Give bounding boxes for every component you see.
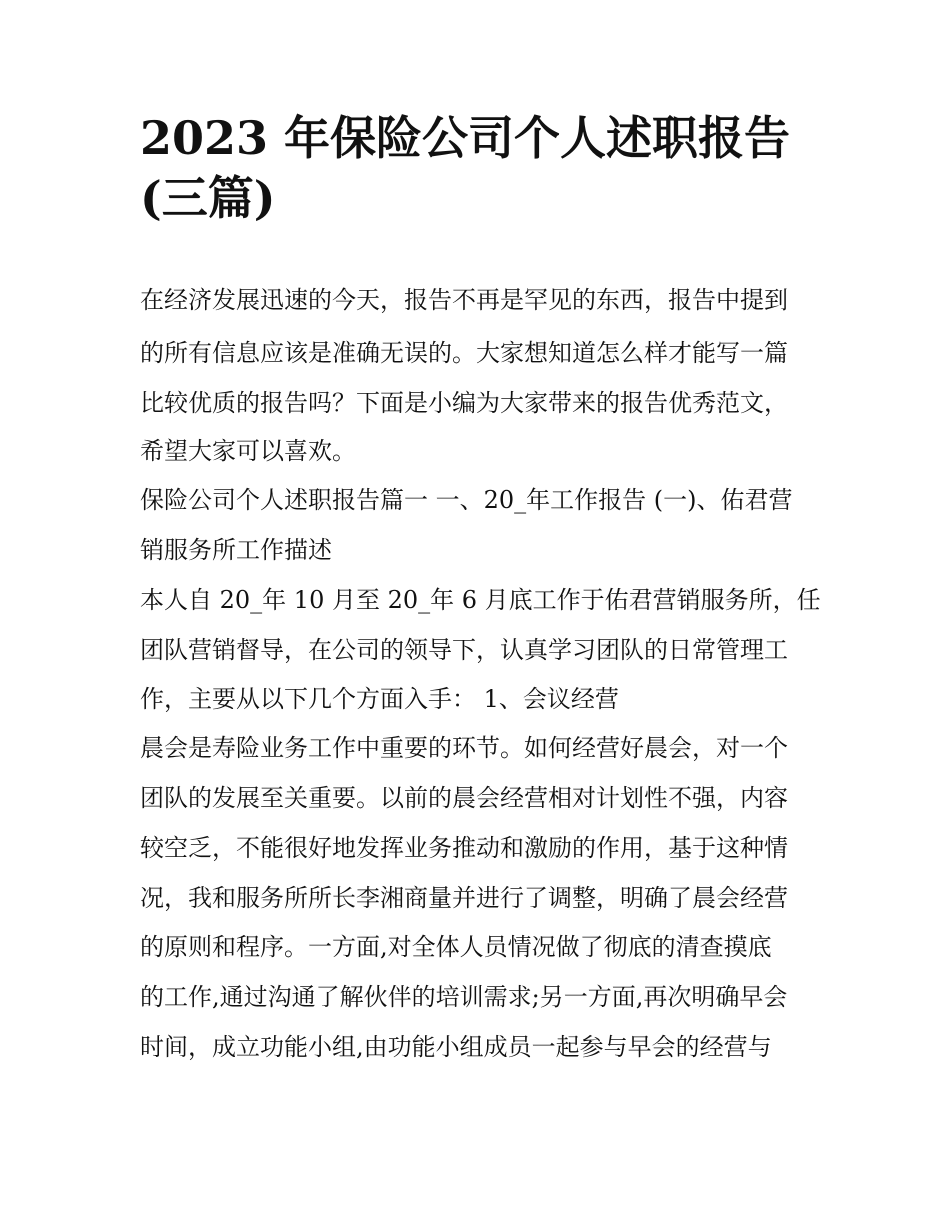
text-line: 比较优质的报告吗？下面是小编为大家带来的报告优秀范文， xyxy=(140,389,788,417)
text-line: 较空乏，不能很好地发挥业务推动和激励的作用，基于这种情 xyxy=(140,834,788,862)
text-line: 晨会是寿险业务工作中重要的环节。如何经营好晨会，对一个 xyxy=(140,734,788,762)
text-line: 希望大家可以喜欢。 xyxy=(140,437,356,465)
text-line: 时间，成立功能小组,由功能小组成员一起参与早会的经营与 xyxy=(140,1033,772,1061)
paragraph-intro xyxy=(140,280,820,475)
text-line: 销服务所工作描述 xyxy=(140,536,332,564)
text-line: 况，我和服务所所长李湘商量并进行了调整，明确了晨会经营 xyxy=(140,884,788,912)
text-line: 在经济发展迅速的今天，报告不再是罕见的东西，报告中提到 xyxy=(140,286,788,314)
text-line: 本人自 20_年 10 月至 20_年 6 月底工作于佑君营销服务所，任 xyxy=(140,586,821,614)
text-line: 的所有信息应该是准确无误的。大家想知道怎么样才能写一篇 xyxy=(140,339,788,367)
text-line: 保险公司个人述职报告篇一 一、20_年工作报告 (一)、佑君营 xyxy=(140,486,793,514)
text-line: 团队的发展至关重要。以前的晨会经营相对计划性不强，内容 xyxy=(140,784,788,812)
paragraph-section-heading xyxy=(140,475,820,575)
title-line-1: 2023 年保险公司个人述职报告 xyxy=(140,111,791,165)
title-line-2: (三篇) xyxy=(140,171,276,225)
text-line: 团队营销督导，在公司的领导下，认真学习团队的日常管理工 xyxy=(140,636,788,664)
paragraph-work-description xyxy=(140,575,820,723)
document-body xyxy=(140,280,820,1072)
text-line: 的原则和程序。一方面,对全体人员情况做了彻底的清查摸底 xyxy=(140,933,772,961)
paragraph-morning-meeting xyxy=(140,723,820,1072)
document-title xyxy=(140,111,820,238)
text-line: 作，主要从以下几个方面入手： 1、会议经营 xyxy=(140,685,619,713)
text-line: 的工作,通过沟通了解伙伴的培训需求;另一方面,再次明确早会 xyxy=(140,983,788,1011)
